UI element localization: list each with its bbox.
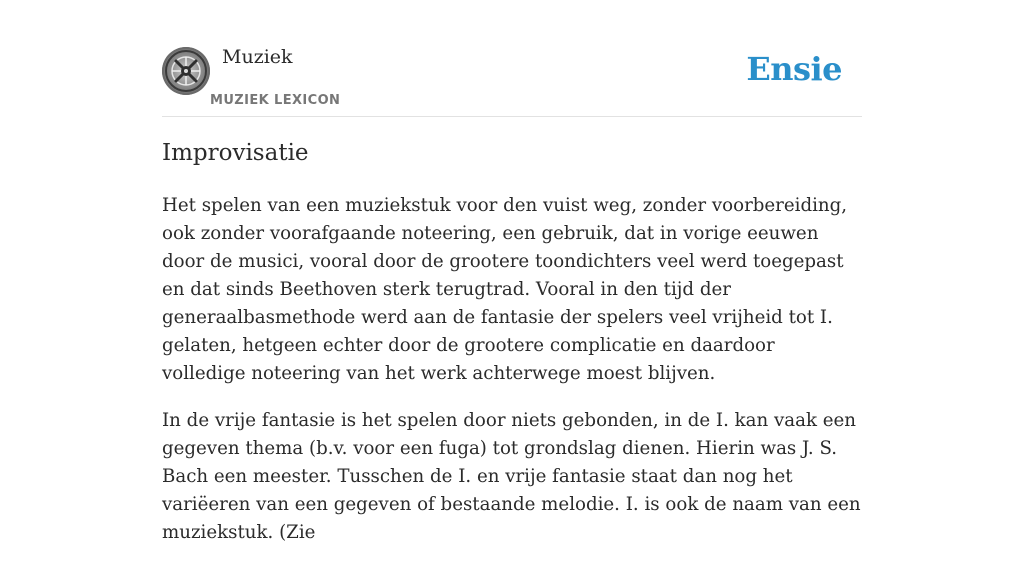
site-title[interactable]: Muziek <box>222 46 293 68</box>
music-emblem-icon[interactable] <box>162 47 210 95</box>
brand-logo-link[interactable]: Ensie <box>746 50 842 88</box>
site-subtitle[interactable]: MUZIEK LEXICON <box>210 93 341 108</box>
article-title: Improvisatie <box>162 140 309 166</box>
article-paragraph: Het spelen van een muziekstuk voor den vuist weg, zonder voorbereiding, ook zonder voorafgaande noteering, een gebruik, dat in vorige eeuwen door de musici, vooral door de grootere toondichters veel werd toegepast en dat sinds Beethoven sterk terugtrad. Vooral in den tijd der generaalbasmethode werd aan de fantasie der spelers veel vrijheid tot I. gelaten, hetgeen echter door de grootere complicatie en daardoor volledige noteering van het werk achterwege moest blijven. <box>162 195 848 384</box>
article-paragraph: In de vrije fantasie is het spelen door niets gebonden, in de I. kan vaak een gegeven thema (b.v. voor een fuga) tot grondslag dienen. Hierin was J. S. Bach een meester. Tusschen de I. en vrije fantasie staat dan nog het variëeren van een gegeven of bestaande melodie. I. is ook de naam van een muziekstuk. (Zie <box>162 410 861 543</box>
article-body <box>162 192 862 566</box>
page-container <box>162 0 862 543</box>
site-header <box>162 0 862 117</box>
